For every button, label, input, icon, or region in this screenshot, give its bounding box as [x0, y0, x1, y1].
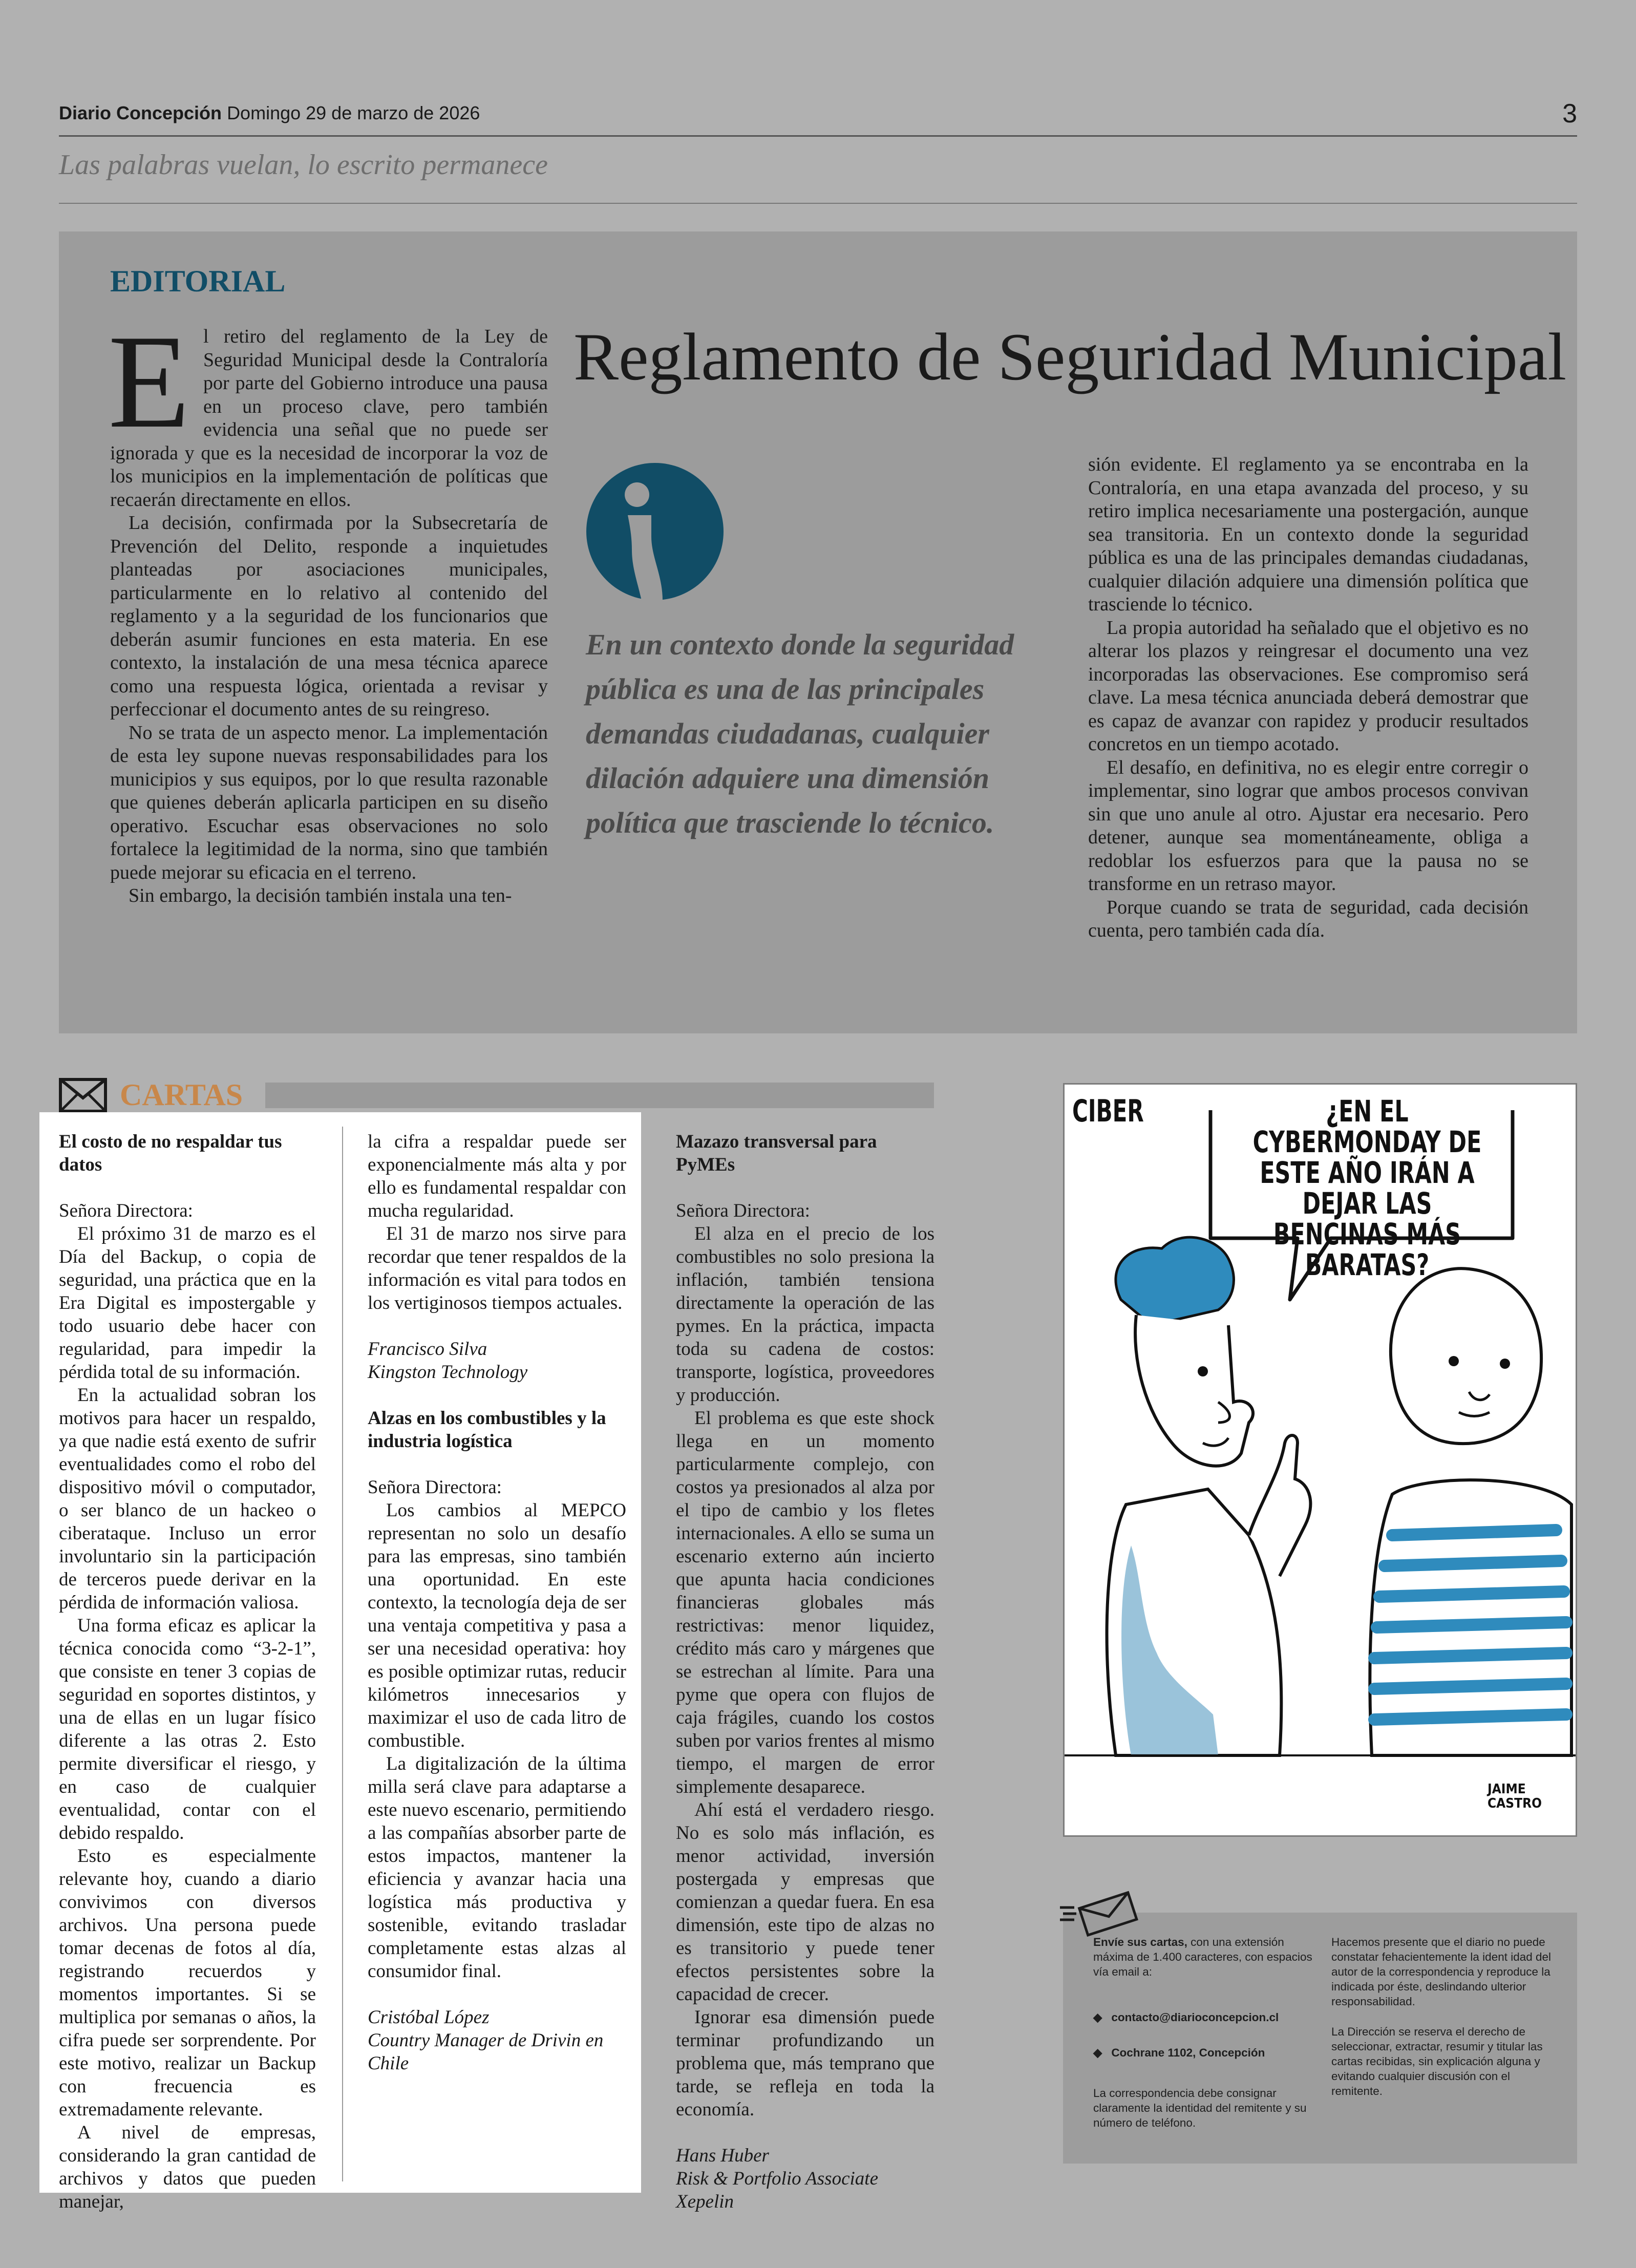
letter-paragraph: La digitalización de la última milla será clave para adaptarse a este nuevo escenario, permitiendo a las compañías absorber parte de estos impactos, mantener la eficiencia y avanzar hacia una logística más productiva y sostenible, evitando trasladar completamente estas alzas al consumidor final. [368, 1753, 626, 1982]
letter-paragraph: la cifra a respaldar puede ser exponencialmente más alta y por ello es fundamental respaldar con mucha regularidad. [368, 1131, 626, 1221]
letter-signature-org: Kingston Technology [368, 1362, 528, 1383]
send-letters-instructions [1093, 1935, 1319, 2130]
issue-date: Domingo 29 de marzo de 2026 [227, 102, 480, 123]
pull-quote: En un contexto donde la seguridad pública es una de las principales demandas ciudadanas, cualquier dilación adquiere una dimensión política que trasciende lo técnico. [586, 628, 1014, 839]
letter-column-1 [59, 1130, 316, 2213]
letter-paragraph: Esto es especialmente relevante hoy, cuando a diario convivimos con diversos archivos. Una persona puede tomar decenas de fotos al día, registrando recuerdos y momentos importantes. Si se multiplica por semanas o años, la cifra puede ser sorprendente. Por este motivo, realizar un Backup con frecuencia es extremadamente relevante. [59, 1846, 316, 2120]
letter-title: Alzas en los combustibles y la industria logística [368, 1408, 606, 1452]
letter-paragraph: El próximo 31 de marzo es el Día del Backup, o copia de seguridad, una práctica que en la Era Digital es impostergable y todo usuario debe hacer con regularidad, para impedir la pérdida total de su información. [59, 1223, 316, 1383]
envelope-icon [58, 1077, 108, 1113]
newspaper-name: Diario Concepción [59, 102, 222, 123]
drop-cap: E [108, 307, 190, 456]
send-letters-disclaimer [1331, 1935, 1557, 2099]
page-number: 3 [1562, 99, 1577, 129]
contact-address: ◆ Cochrane 1102, Concepción [1093, 2045, 1319, 2060]
letter-signature-name: Cristóbal López [368, 2007, 490, 2028]
letter-paragraph: A nivel de empresas, considerando la gran cantidad de archivos y datos que pueden manejar, [59, 2122, 316, 2212]
cartoon-label: CIBER [1072, 1093, 1144, 1129]
letter-signature-name: Francisco Silva [368, 1339, 487, 1360]
identity-note: La correspondencia debe consignar claramente la identidad del remitente y su número de teléfono. [1093, 2087, 1307, 2129]
editorial-paragraph: El retiro del reglamento de la Ley de Seguridad Municipal desde la Contraloría por parte del Gobierno introduce una pausa en un proceso clave, pero también evidencia una señal que no puede ser ignorada y que es la necesidad de incorporar la voz de los municipios en la implementación de políticas que recaerán directamente en ellos. [108, 307, 548, 511]
letter-paragraph: El alza en el precio de los combustibles no solo presiona la inflación, también tensiona directamente la operación de las pymes. En la práctica, impacta toda su cadena de costos: transporte, logística, proveedores y producción. [676, 1223, 934, 1406]
editorial-label: EDITORIAL [110, 264, 286, 298]
letter-paragraph: Los cambios al MEPCO representan no solo un desafío para las empresas, sino también una oportunidad. En este contexto, la tecnología deja de ser una ventaja competitiva y pasa a ser una necesidad operativa: hoy es posible optimizar rutas, reducir kilómetros innecesarios y maximizar el uso de cada litro de combustible. [368, 1500, 626, 1751]
header-rule [59, 135, 1577, 137]
letter-signature-org: Country Manager de Drivin en Chile [368, 2030, 604, 2074]
tagline-rule [59, 203, 1577, 204]
info-icon [586, 460, 724, 603]
send-letters-intro: Envíe sus cartas, con una extensión máxima de 1.400 caracteres, con espacios vía email a: [1093, 1936, 1312, 1978]
letter-salutation: Señora Directora: [676, 1200, 810, 1221]
cartoonist-signature: JAIME CASTRO [1488, 1782, 1542, 1811]
column-divider [342, 1127, 343, 2181]
editorial-paragraph: La decisión, confirmada por la Subsecretaría de Prevención del Delito, responde a inquietudes planteadas por asociaciones municipales, particularmente en lo relativo al contenido del reglamento y a la seguridad de los funcionarios que deberán asumir funciones en esta materia. En ese contexto, la instalación de una mesa técnica aparece como una respuesta lógica, orientada a revisar y perfeccionar el documento antes de su reingreso. [110, 512, 548, 720]
letter-salutation: Señora Directora: [368, 1477, 502, 1498]
send-envelope-icon [1059, 1887, 1141, 1938]
letter-paragraph: Ahí está el verdadero riesgo. No es solo más inflación, es menor actividad, inversión postergada y empresas que comienzan a quedar fuera. En esa dimensión, este tipo de alzas no es transitorio y puede tener efectos persistentes sobre la capacidad de crecer. [676, 1799, 934, 2005]
editorial-paragraph: No se trata de un aspecto menor. La implementación de esta ley supone nuevas responsabilidades para los municipios y sus equipos, por lo que resulta razonable que quienes deberán aplicarla participen en su diseño operativo. Escuchar esas observaciones no solo fortalece la legitimidad de la norma, sino que también puede mejorar su eficacia en el terreno. [110, 722, 548, 883]
letter-paragraph: En la actualidad sobran los motivos para hacer un respaldo, ya que nadie está exento de sufrir eventualidades como el robo del dispositivo móvil o computador, o ser blanco de un hackeo o ciberataque. Incluso un error involuntario sin la participación de terceros puede derivar en la pérdida de información valiosa. [59, 1385, 316, 1613]
contact-email[interactable]: ◆ contacto@diarioconcepcion.cl [1093, 2010, 1319, 2025]
letter-salutation: Señora Directora: [59, 1200, 193, 1221]
speech-bubble-text: ¿EN EL CYBERMONDAY DE ESTE AÑO IRÁN A DEJAR LAS BENCINAS MÁS BARATAS? [1252, 1094, 1482, 1282]
editorial-paragraph: La propia autoridad ha señalado que el objetivo es no alterar los plazos y reingresar el documento una vez incorporadas las observaciones. Ese compromiso será clave. La mesa técnica anunciada deberá demostrar que es capaz de avanzar con rapidez y producir resultados concretos en un tiempo acotado. [1088, 617, 1528, 755]
editorial-paragraph: El desafío, en definitiva, no es elegir entre corregir o implementar, sino lograr que ambos procesos convivan sin que uno anule al otro. Ajustar era necesario. Pero detener, aunque sea momentáneamente, obliga a redoblar los esfuerzos para que la pausa no se transforme en un retraso mayor. [1088, 756, 1528, 895]
letter-title: El costo de no respaldar tus datos [59, 1131, 282, 1175]
letter-paragraph: Ignorar esa dimensión puede terminar profundizando un problema que, más temprano que tarde, se refleja en toda la economía. [676, 2007, 934, 2120]
editorial-paragraph: Sin embargo, la decisión también instala una ten- [129, 885, 512, 906]
editorial-column-1 [108, 307, 548, 908]
letter-paragraph: El 31 de marzo nos sirve para recordar que tener respaldos de la información es vital para todos en los vertiginosos tiempos actuales. [368, 1223, 626, 1313]
disclaimer-paragraph: Hacemos presente que el diario no puede constatar fehacientemente la ident idad del autor de la correspondencia y reproduce la indicada por éste, deslindando ulterior responsabilidad. [1331, 1936, 1552, 2008]
cartas-label: CARTAS [120, 1078, 243, 1112]
letter-signature-name: Hans Huber [676, 2145, 769, 2166]
letter-column-3 [676, 1130, 934, 2213]
letter-column-2 [368, 1130, 626, 2075]
cartas-header-bar [265, 1083, 934, 1108]
section-tagline: Las palabras vuelan, lo escrito permanece [59, 149, 548, 181]
letter-paragraph: Una forma eficaz es aplicar la técnica conocida como “3-2-1”, que consiste en tener 3 copias de seguridad en soportes distintos, y una de ellas en un lugar físico diferente a las otras 2. Esto permite diversificar el riesgo, y en caso de cualquier eventualidad, contar con el debido respaldo. [59, 1615, 316, 1843]
editorial-column-2 [1088, 453, 1528, 943]
masthead-line [59, 102, 480, 124]
disclaimer-paragraph: La Dirección se reserva el derecho de seleccionar, extractar, resumir y titular las cartas recibidas, sin explicación alguna y evitando cualquier discusión con el remitente. [1331, 2025, 1543, 2097]
editorial-title: Reglamento de Seguridad Municipal [573, 319, 1567, 394]
letter-signature-org: Risk & Portfolio Associate Xepelin [676, 2168, 878, 2212]
letter-paragraph: El problema es que este shock llega en un momento particularmente complejo, con costos ya presionados al alza por el tipo de cambio y los fletes internacionales. A ello se suma un escenario externo aún incierto que apunta hacia condiciones financieras globales más restrictivas: menor liquidez, crédito más caro y márgenes que se estrechan al límite. Para una pyme que opera con flujos de caja frágiles, cuando los costos suben por varios frentes al mismo tiempo, el margen de error simplemente desaparece. [676, 1408, 934, 1797]
editorial-paragraph: sión evidente. El reglamento ya se encontraba en la Contraloría, en una etapa avanzada del proceso, y su retiro implica necesariamente una postergación, aunque sea transitoria. En un contexto donde la seguridad pública es una de las principales demandas ciudadanas, cualquier dilación adquiere una dimensión política que trasciende lo técnico. [1088, 454, 1528, 615]
letter-title: Mazazo transversal para PyMEs [676, 1131, 877, 1175]
editorial-paragraph: Porque cuando se trata de seguridad, cada decisión cuenta, pero también cada día. [1088, 896, 1528, 941]
